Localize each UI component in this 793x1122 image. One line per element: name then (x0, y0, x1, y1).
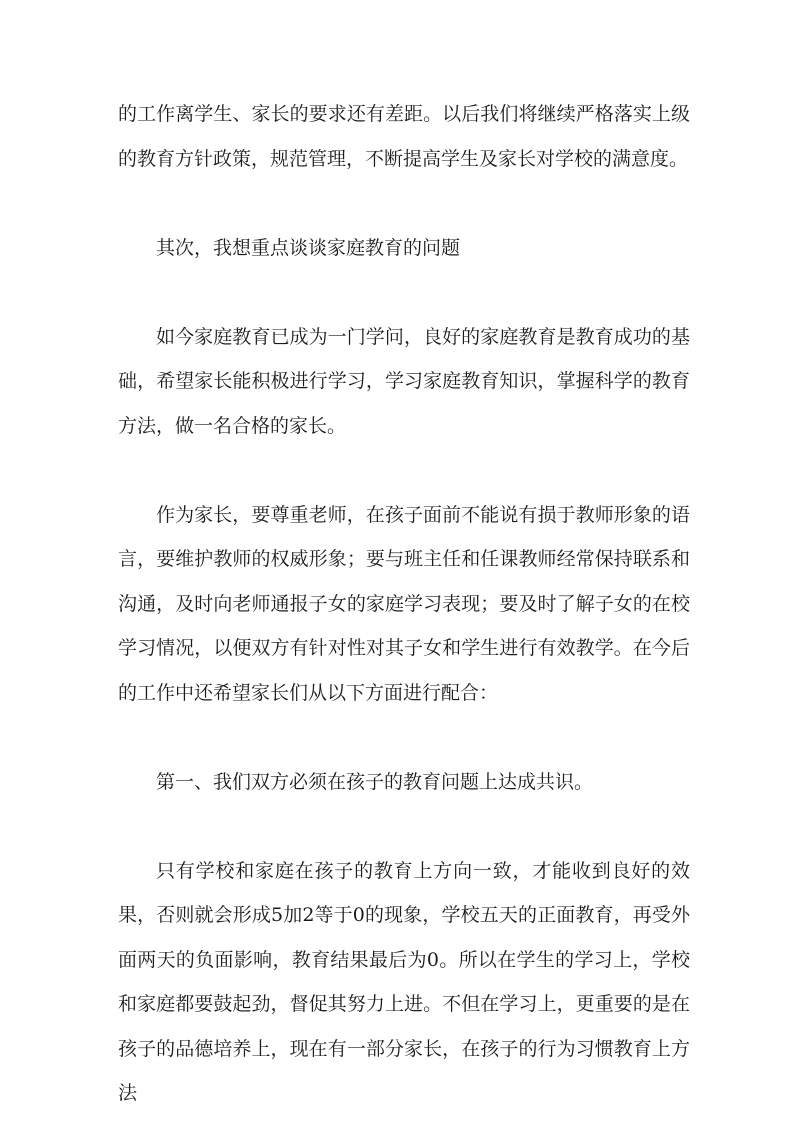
paragraph: 第一、我们双方必须在孩子的教育问题上达成共识。 (156, 770, 594, 793)
paragraph-gap (118, 804, 690, 849)
paragraph-gap (118, 181, 690, 226)
paragraph-gap (118, 270, 690, 315)
paragraph: 如今家庭教育已成为一门学问，良好的家庭教育是教育成功的基础，希望家长能积极进行学习，学习家庭教育知识，掌握科学的教育方法，做一名合格的家长。 (118, 325, 690, 437)
paragraph-gap (118, 448, 690, 493)
paragraph-continued: 的工作离学生、家长的要求还有差距。以后我们将继续严格落实上级的教育方针政策，规范管理，不断提高学生及家长对学校的满意度。 (118, 103, 690, 170)
paragraph: 作为家长，要尊重老师，在孩子面前不能说有损于教师形象的语言，要维护教师的权威形象；要与班主任和任课教师经常保持联系和沟通，及时向老师通报子女的家庭学习表现；要及时了解子女的在校学习情况，以便双方有针对性对其子女和学生进行有效教学。在今后的工作中还希望家长们从以下方面进行配合： (118, 503, 690, 704)
paragraph: 只有学校和家庭在孩子的教育上方向一致，才能收到良好的效果，否则就会形成5加2等于0的现象，学校五天的正面教育，再受外面两天的负面影响，教育结果最后为0。所以在学生的学习上，学校和家庭都要鼓起劲，督促其努力上进。不但在学习上，更重要的是在孩子的品德培养上，现在有一部分家长，在孩子的行为习惯教育上方法 (118, 859, 690, 1104)
document-body (118, 92, 690, 1116)
section-heading: 其次，我想重点谈谈家庭教育的问题 (156, 236, 461, 259)
paragraph-gap (118, 715, 690, 760)
